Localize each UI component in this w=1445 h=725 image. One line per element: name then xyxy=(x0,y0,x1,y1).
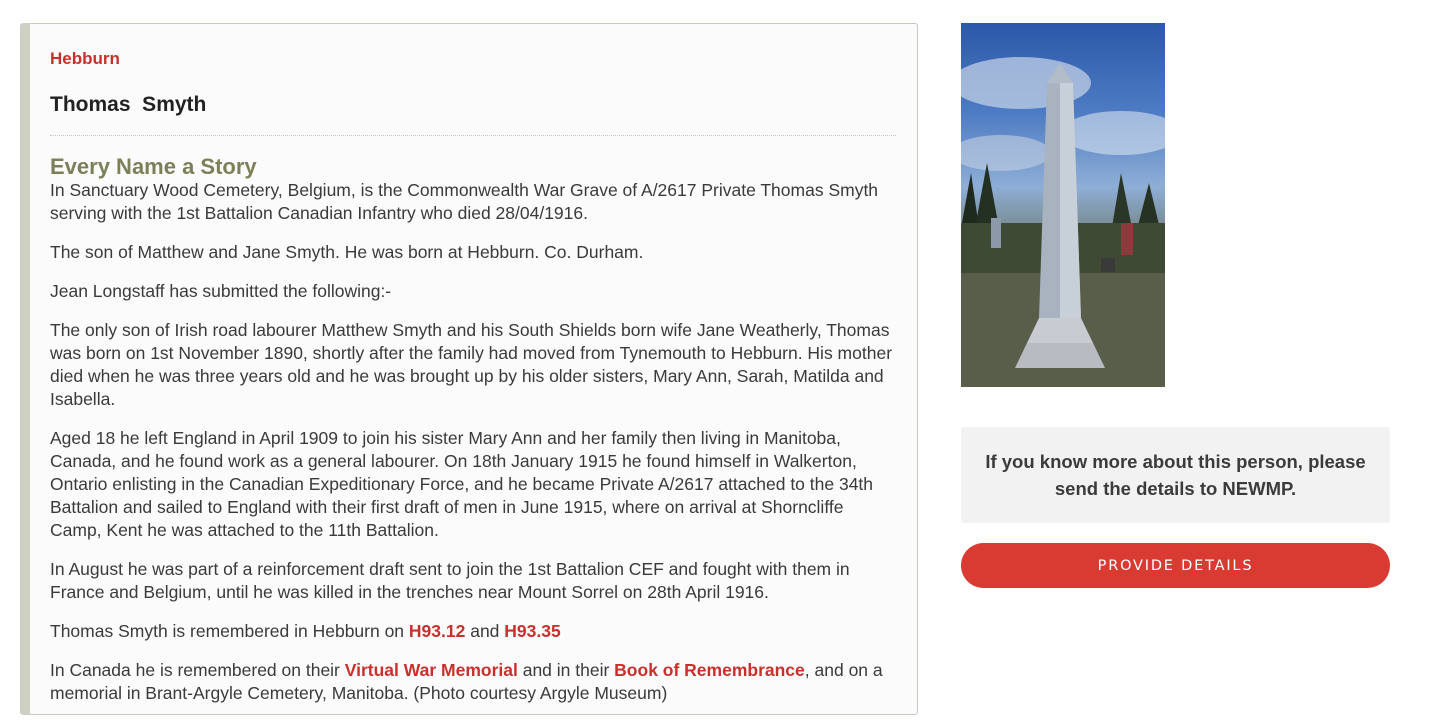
link-book-of-remembrance[interactable]: Book of Remembrance xyxy=(614,660,805,680)
story-paragraph-6: In August he was part of a reinforcement draft sent to join the 1st Battalion CEF and fought with them in France and Belgium, until he was killed in the trenches near Mount Sorrel on 28th April 1916. xyxy=(50,559,850,602)
story-paragraph-8 xyxy=(50,659,896,705)
dotted-divider xyxy=(50,135,896,136)
p8-middle: and in their xyxy=(517,660,615,680)
story-text xyxy=(50,179,896,721)
link-h93-12[interactable]: H93.12 xyxy=(408,621,466,641)
link-virtual-war-memorial[interactable]: Virtual War Memorial xyxy=(344,660,518,680)
info-box: If you know more about this person, please send the details to NEWMP. xyxy=(961,427,1390,523)
link-h93-35[interactable]: H93.35 xyxy=(504,621,561,641)
story-paragraph-2: The son of Matthew and Jane Smyth. He was born at Hebburn. Co. Durham. xyxy=(50,242,644,262)
p8-suffix: , and on a memorial in Brant-Argyle Cemetery, Manitoba. (Photo courtesy Argyle Museum) xyxy=(50,660,883,703)
story-paragraph-7 xyxy=(50,620,896,643)
location-label: Hebburn xyxy=(50,49,120,68)
memorial-obelisk-photo-icon xyxy=(961,23,1165,387)
section-title: Every Name a Story xyxy=(50,154,257,179)
p8-prefix: In Canada he is remembered on their xyxy=(50,660,345,680)
provide-details-button[interactable]: PROVIDE DETAILS xyxy=(961,543,1390,588)
story-paragraph-1: In Sanctuary Wood Cemetery, Belgium, is the Commonwealth War Grave of A/2617 Private Thomas Smyth serving with the 1st Battalion Canadian Infantry who died 28/04/1916. xyxy=(50,180,879,223)
story-paragraph-4: The only son of Irish road labourer Matthew Smyth and his South Shields born wife Jane Weatherly, Thomas was born on 1st November 1890, shortly after the family had moved from Tynemouth to Hebburn. His mother died when he was three years old and he was brought up by his older sisters, Mary Ann, Sarah, Matilda and Isabella. xyxy=(50,320,893,409)
p7-middle: and xyxy=(465,621,505,641)
story-paragraph-3: Jean Longstaff has submitted the following:- xyxy=(50,281,392,301)
article-card xyxy=(20,23,918,715)
story-paragraph-5: Aged 18 he left England in April 1909 to join his sister Mary Ann and her family then living in Manitoba, Canada, and he found work as a general labourer. On 18th January 1915 he found himself in Walkerton, Ontario enlisting in the Canadian Expeditionary Force, and he became Private A/2617 attached to the 34th Battalion and sailed to England with their first draft of men in June 1915, where on arrival at Shorncliffe Camp, Kent he was attached to the 11th Battalion. xyxy=(50,428,874,540)
memorial-photo xyxy=(961,23,1165,387)
person-name: Thomas Smyth xyxy=(50,93,207,116)
p7-prefix: Thomas Smyth is remembered in Hebburn on xyxy=(50,621,409,641)
